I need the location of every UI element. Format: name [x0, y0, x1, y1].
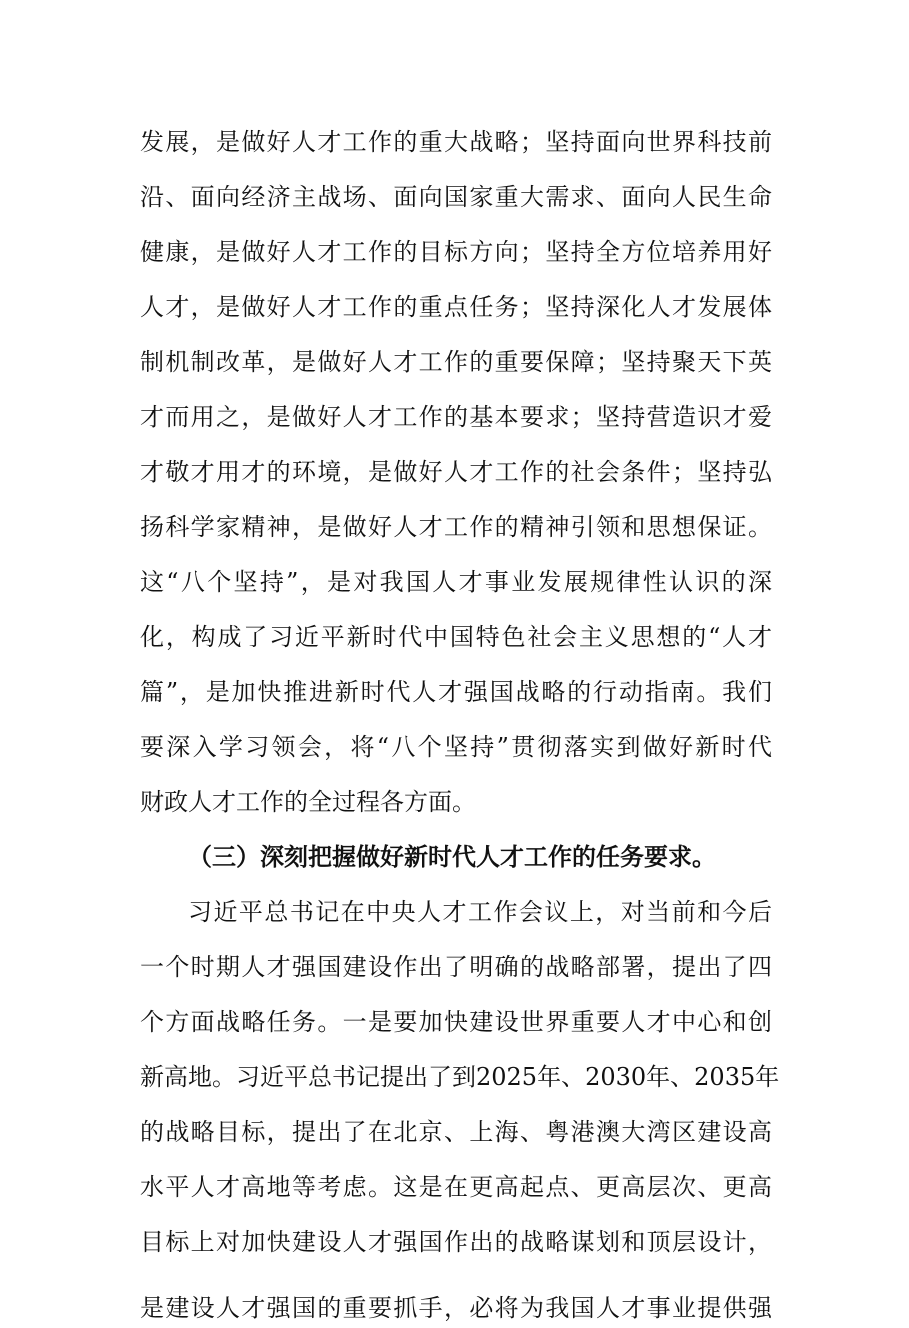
text-line: 的战略目标，提出了在北京、上海、粤港澳大湾区建设高 — [140, 1118, 772, 1146]
text-line: 篇”，是加快推进新时代人才强国战略的行动指南。我们 — [140, 678, 772, 706]
text-line: 要深入学习领会，将“八个坚持”贯彻落实到做好新时代 — [140, 733, 772, 761]
text-line: 习近平总书记在中央人才工作会议上，对当前和今后 — [188, 898, 772, 926]
text-line: 化，构成了习近平新时代中国特色社会主义思想的“人才 — [140, 623, 772, 651]
text-line: 才而用之，是做好人才工作的基本要求；坚持营造识才爱 — [140, 403, 772, 431]
text-line: 人才，是做好人才工作的重点任务；坚持深化人才发展体 — [140, 293, 772, 321]
text-line: 是建设人才强国的重要抓手，必将为我国人才事业提供强 — [140, 1294, 772, 1322]
text-line: 这“八个坚持”，是对我国人才事业发展规律性认识的深 — [140, 568, 772, 596]
text-line: 健康，是做好人才工作的目标方向；坚持全方位培养用好 — [140, 238, 772, 266]
text-line: 扬科学家精神，是做好人才工作的精神引领和思想保证。 — [140, 513, 772, 541]
text-line: 水平人才高地等考虑。这是在更高起点、更高层次、更高 — [140, 1173, 772, 1201]
text-line: 制机制改革，是做好人才工作的重要保障；坚持聚天下英 — [140, 348, 772, 376]
text-line: 新高地。习近平总书记提出了到2025年、2030年、2035年 — [140, 1063, 780, 1091]
text-line: 才敬才用才的环境，是做好人才工作的社会条件；坚持弘 — [140, 458, 772, 486]
section-heading: （三）深刻把握做好新时代人才工作的任务要求。 — [188, 842, 716, 871]
text-line: 发展，是做好人才工作的重大战略；坚持面向世界科技前 — [140, 128, 772, 156]
text-line: 一个时期人才强国建设作出了明确的战略部署，提出了四 — [140, 953, 772, 981]
text-line: 目标上对加快建设人才强国作出的战略谋划和顶层设计， — [140, 1228, 772, 1256]
text-line: 沿、面向经济主战场、面向国家重大需求、面向人民生命 — [140, 183, 772, 211]
text-line: 个方面战略任务。一是要加快建设世界重要人才中心和创 — [140, 1008, 772, 1036]
text-line: 财政人才工作的全过程各方面。 — [140, 788, 476, 816]
